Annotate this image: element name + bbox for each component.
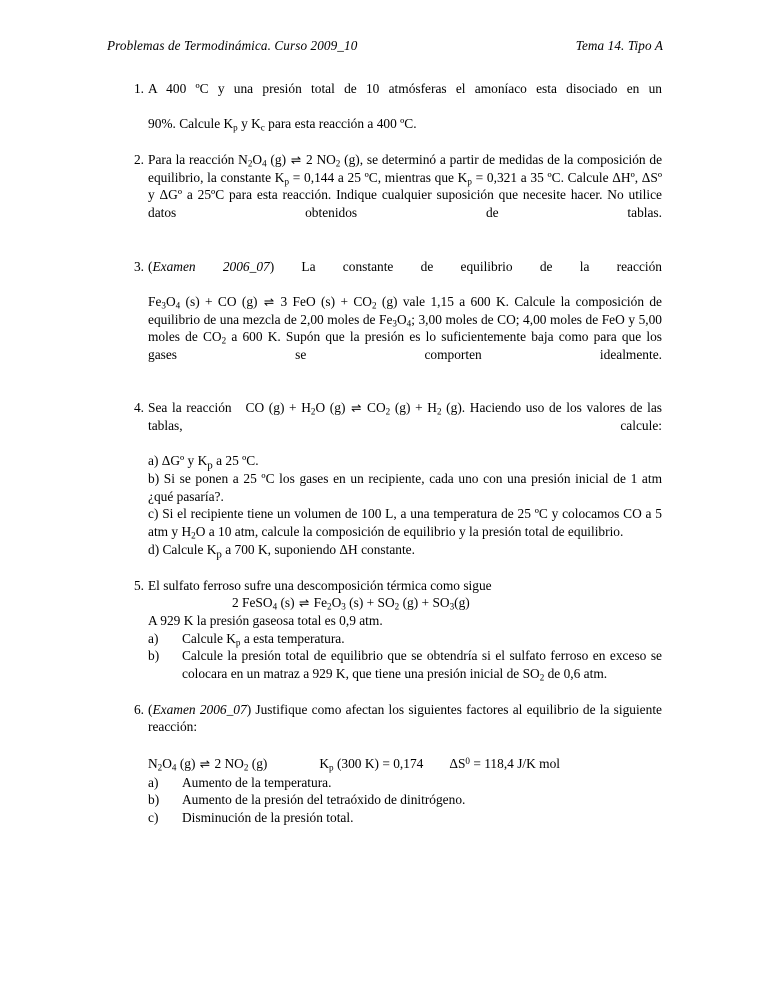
problem-4-part-d: d) Calcule $K_p$ a 700 K, suponiendo ΔH constante. [148,541,415,561]
equilibrium-arrow-icon: ⇌ [298,596,310,611]
problem-6-part-b [148,791,662,809]
problem-6-intro: (Examen 2006_07) Justifique como afectan los siguientes factores al equilibrio de la siguiente reacción: [148,701,662,735]
problem-6-part-a-label: a) [148,774,159,790]
problem-item-3 [0,258,768,382]
problem-5-part-b-text: Calcule la presión total de equilibrio que se obtendría si el sulfato ferroso en exceso se colocara en un matraz a 929 K, que tiene una presión inicial de $SO_2$ de 0,6 atm. [182,648,662,683]
problem-6-part-a-text: Aumento de la temperatura. [182,774,332,790]
problem-2-body: Para la reacción $N_2O_4$ (g) ⇌ 2 $NO_2$ (g), se determinó a partir de medidas de la composición de equilibrio, la constante $K_p = 0,144$ a 25 ºC, mientras que $K_p = 0,321$ a 35 ºC. Calcule ΔHº, ΔSº y ΔGº a 25ºC para esta reacción. Indique cualquier suposición que necesite hacer. No utilice datos obtenidos de tablas. [148,152,663,221]
problem-list [0,80,768,843]
problem-6-part-b-label: b) [148,792,160,808]
problem-3-body: $Fe_3O_4$ (s) + CO (g) ⇌ 3 FeO $(s) + CO_2$ (g) vale 1,15 a 600 K. Calcule la composición de equilibrio de una mezcla de 2,00 moles de $Fe_3O_4$; 3,00 moles de CO; 4,00 moles de FeO y 5,00 moles de $CO_2$ a 600 K. Supón que la presión es lo suficientemente baja como para que los gases se comporten idealmente. [148,293,663,362]
problem-5-condition: A 929 K la presión gaseosa total es 0,9 atm. [148,612,383,628]
equilibrium-arrow-icon: ⇌ [351,401,362,416]
problem-5-part-a-text: Calcule $K_p$ a esta temperatura. [182,630,345,648]
problem-number-2: 2. [133,152,144,168]
problem-number-5: 5. [133,577,144,593]
problem-4-part-a: a) ΔGº y $K_p$ a 25 ºC. [148,453,259,472]
problem-item-5 [0,577,768,683]
problem-3-exam-tag: Examen 2006_07 [152,258,270,274]
problem-6-sublist [148,774,662,827]
problem-6-part-c-text: Disminución de la presión total. [182,809,354,825]
problem-4-intro: Sea la reacción CO $(g) + H_2O$ (g) ⇌ $CO_2$ $(g) + H_2$ (g). Haciendo uso de los valores de las tablas, calcule: [148,400,662,433]
equilibrium-arrow-icon: ⇌ [263,294,275,309]
problem-6-reaction-line: $N_2O_4$ (g) ⇌ 2 $NO_2$ (g) $K_p$ (300 K) = 0,174 $\Delta S^0 = 118,4$ J/K mol [148,755,560,773]
problem-1-line-1: A 400 ºC y una presión total de 10 atmósferas el amoníaco esta disociado en un [148,81,662,96]
header-left-title: Problemas de Termodinámica. Curso 2009_10 [107,38,358,53]
problem-5-intro: El sulfato ferroso sufre una descomposición térmica como sigue [148,577,492,593]
page-header [107,38,663,54]
problem-5-part-a [148,630,662,648]
problem-6-part-a [148,774,662,792]
problem-number-1: 1. [133,81,144,96]
problem-item-2 [0,151,768,239]
problem-6-exam-tag: Examen 2006_07 [152,701,247,717]
problem-item-6 [0,701,768,827]
problem-5-part-b-label: b) [148,648,160,664]
problem-5-part-a-label: a) [148,630,159,646]
problem-4-part-c: c) Si el recipiente tiene un volumen de 100 L, a una temperatura de 25 ºC y colocamos CO a 5 atm y $H_2O$ a 10 atm, calcule la composición de equilibrio y la presión total de equilibrio. [148,506,662,541]
equilibrium-harpoon-icon: ⇌ [199,756,211,771]
problem-5-part-b [148,647,662,682]
problem-number-6: 6. [133,701,144,717]
equilibrium-arrow-icon: ⇌ [290,153,302,168]
problem-item-1 [0,80,768,133]
problem-6-part-c-label: c) [148,809,159,825]
problem-6-part-c [148,809,662,827]
problem-1-line-2: 90%. Calcule $K_p$ y $K_c$ para esta reacción a 400 ºC. [148,116,417,133]
problem-number-3: 3. [133,258,144,274]
problem-6-part-b-text: Aumento de la presión del tetraóxido de dinitrógeno. [182,792,466,808]
problem-5-equation: 2 FeSO$_4$ (s) ⇌ $Fe_2O_3$ $(s) + SO_2$ $(g) + SO_3(g)$ [232,595,470,612]
problem-5-sublist [148,630,662,683]
problem-item-4 [0,399,768,561]
problem-4-part-b: b) Si se ponen a 25 ºC los gases en un recipiente, cada uno con una presión inicial de 1 atm ¿qué pasaría?. [148,471,662,504]
problem-number-4: 4. [133,400,144,416]
header-right-title: Tema 14. Tipo A [575,38,663,53]
problem-3-first-line: (Examen 2006_07) La constante de equilibrio de la reacción [148,258,662,274]
